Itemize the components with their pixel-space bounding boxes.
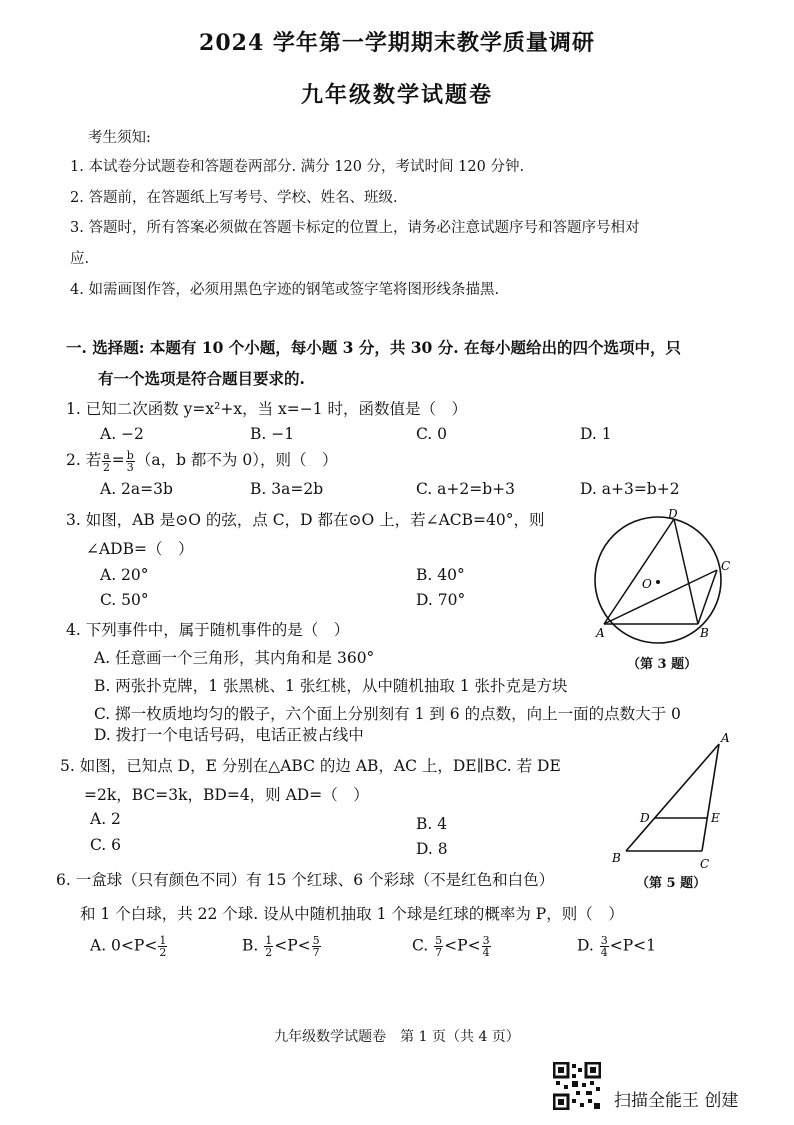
q3-stem-cont: ∠ADB=（ ） (86, 540, 194, 558)
q3-option-c: C. 50° (100, 591, 149, 609)
q3-option-b: B. 40° (416, 566, 465, 584)
q5-option-b: B. 4 (416, 815, 448, 833)
q5-stem: 5. 如图，已知点 D，E 分别在△ABC 的边 AB，AC 上，DE∥BC. 若 DE (60, 757, 561, 775)
label-a: A (596, 626, 605, 640)
q1-option-b: B. −1 (250, 425, 295, 443)
q3-option-a: A. 20° (100, 566, 149, 584)
notice-heading: 考生须知: (88, 130, 151, 146)
q1-stem: 1. 已知二次函数 y=x²+x，当 x=−1 时，函数值是（ ） (66, 400, 468, 418)
q3-option-d: D. 70° (416, 591, 466, 609)
q6-stem: 6. 一盒球（只有颜色不同）有 15 个红球、6 个彩球（不是红色和白色） (56, 871, 555, 889)
label-e: E (711, 811, 720, 825)
exam-title: 2024 学年第一学期期末教学质量调研 (199, 30, 595, 56)
label-a: A (721, 731, 730, 745)
page-footer: 九年级数学试题卷 第 1 页（共 4 页） (274, 1029, 520, 1045)
label-o: O (642, 577, 652, 591)
notice-item: 2. 答题前，在答题纸上写考号、学校、姓名、班级. (70, 190, 398, 206)
notice-item: 3. 答题时，所有答案必须做在答题卡标定的位置上，请务必注意试题序号和答题序号相对 (70, 220, 640, 236)
q5-option-c: C. 6 (90, 836, 122, 854)
q6-stem-cont: 和 1 个白球，共 22 个球. 设从中随机抽取 1 个球是红球的概率为 P，则（ ） (80, 905, 624, 923)
q1-option-c: C. 0 (416, 425, 448, 443)
q2-stem: 2. 若 $\frac{a}{2}$ = $\frac{b}{3}$ （a，b 都不为 0），则（ ） (66, 448, 338, 474)
segment-bd (674, 519, 698, 624)
q6-option-c: C. $\frac{5}{7}$ <P< $\frac{3}{4}$ (412, 934, 490, 959)
scanner-watermark: 扫描全能王 创建 (614, 1091, 739, 1111)
label-c: C (721, 559, 731, 573)
q4-option-d: D. 拨打一个电话号码，电话正被占线中 (94, 726, 364, 744)
segment-ac (604, 570, 717, 624)
label-c: C (700, 857, 710, 871)
q2-option-a: A. 2a=3b (100, 480, 173, 498)
q4-option-a: A. 任意画一个三角形，其内角和是 360° (94, 649, 375, 667)
label-d: D (668, 507, 678, 521)
q5-stem-cont: =2k，BC=3k，BD=4，则 AD=（ ） (84, 786, 369, 804)
exam-subtitle: 九年级数学试题卷 (300, 82, 493, 108)
label-d: D (640, 811, 650, 825)
q2-option-b: B. 3a=2b (250, 480, 324, 498)
center-point (656, 580, 660, 584)
q5-triangle-figure (606, 730, 736, 872)
q4-option-b: B. 两张扑克牌，1 张黑桃、1 张红桃，从中随机抽取 1 张扑克是方块 (94, 677, 568, 695)
q3-caption: （第 3 题） (627, 657, 698, 672)
q2-option-c: C. a+2=b+3 (416, 480, 516, 498)
q5-option-d: D. 8 (416, 840, 448, 858)
notice-item: 4. 如需画图作答，必须用黑色字迹的钢笔或签字笔将图形线条描黑. (70, 282, 500, 298)
qr-code-icon (553, 1062, 601, 1110)
q4-option-c: C. 掷一枚质地均匀的骰子，六个面上分别刻有 1 到 6 的点数，向上一面的点数大于 0 (94, 705, 681, 723)
q2-option-d: D. a+3=b+2 (580, 480, 680, 498)
notice-item: 1. 本试卷分试题卷和答题卷两部分. 满分 120 分，考试时间 120 分钟. (70, 159, 525, 175)
q5-option-a: A. 2 (90, 810, 121, 828)
q5-caption: （第 5 题） (636, 876, 707, 891)
q1-option-a: A. −2 (100, 425, 144, 443)
q6-option-d: D. $\frac{3}{4}$ <P<1 (577, 934, 657, 959)
q3-stem: 3. 如图，AB 是⊙O 的弦，点 C，D 都在⊙O 上，若∠ACB=40°，则 (66, 511, 545, 529)
q4-stem: 4. 下列事件中，属于随机事件的是（ ） (66, 621, 350, 639)
notice-item: 应. (70, 251, 90, 267)
q6-option-a: A. 0<P< $\frac{1}{2}$ (90, 934, 167, 959)
q6-option-b: B. $\frac{1}{2}$ <P< $\frac{5}{7}$ (242, 934, 320, 959)
section-heading: 一. 选择题: 本题有 10 个小题，每小题 3 分，共 30 分. 在每小题给出的四个选项中，只 (66, 338, 682, 357)
q3-circle-figure (586, 506, 736, 646)
section-heading-cont: 有一个选项是符合题目要求的. (98, 369, 305, 388)
label-b: B (700, 626, 709, 640)
label-b: B (612, 851, 621, 865)
q1-option-d: D. 1 (580, 425, 612, 443)
